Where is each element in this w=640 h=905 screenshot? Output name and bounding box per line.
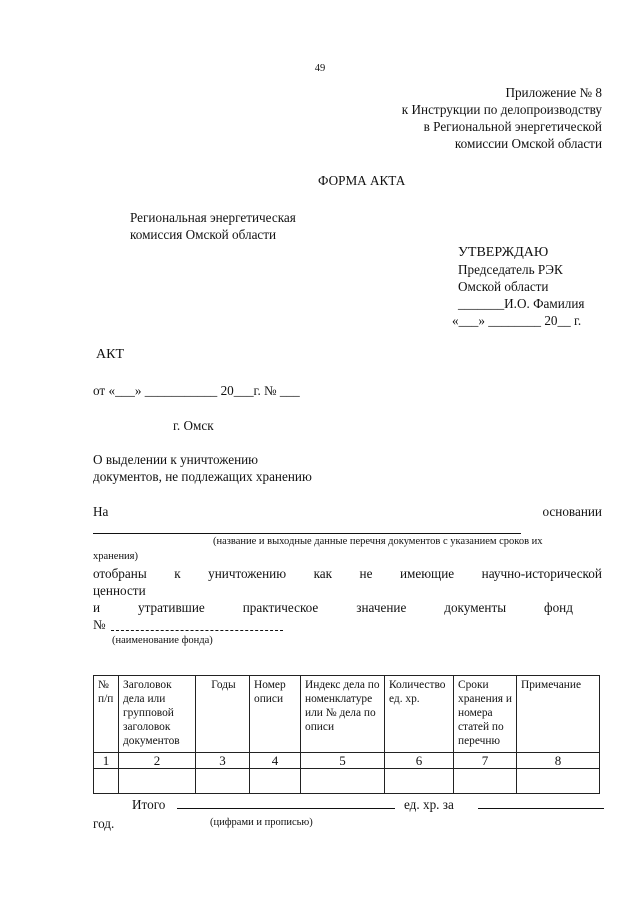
- table-empty-cell: [250, 769, 301, 794]
- page-number: 49: [314, 63, 326, 74]
- organization-block: [130, 209, 296, 243]
- table-header-cell: Количество ед. хр.: [385, 676, 454, 753]
- table-header-cell: Номер описи: [250, 676, 301, 753]
- selected-word: имеющие: [399, 566, 455, 581]
- basis-underline: [93, 533, 521, 534]
- selected-word: как: [313, 566, 333, 581]
- fond-caption: (наименование фонда): [112, 635, 213, 646]
- table-number-cell: 3: [196, 753, 250, 769]
- approval-title: УТВЕРЖДАЮ: [458, 245, 549, 260]
- total-underline: [177, 808, 395, 809]
- table-number-cell: 6: [385, 753, 454, 769]
- selected-word: к: [174, 566, 181, 581]
- table-empty-cell: [454, 769, 517, 794]
- table-number-cell: 7: [454, 753, 517, 769]
- total-caption: (цифрами и прописью): [210, 817, 313, 828]
- appendix-line-4: комиссии Омской области: [454, 136, 602, 151]
- table-number-cell: 1: [94, 753, 119, 769]
- total-units: ед. хр. за: [404, 797, 454, 812]
- subject-line-2: документов, не подлежащих хранению: [93, 469, 312, 484]
- act-label: АКТ: [96, 347, 124, 362]
- total-period-underline: [478, 808, 604, 809]
- selected-word: фонд: [544, 600, 573, 615]
- selected-line-2: ценности: [93, 583, 146, 598]
- act-table: [93, 675, 600, 794]
- table-empty-cell: [301, 769, 385, 794]
- selected-line-1: [93, 565, 602, 582]
- selected-word: научно-исторической: [481, 566, 602, 581]
- selected-word: уничтожению: [208, 566, 287, 581]
- organization-line-2: комиссия Омской области: [130, 227, 277, 242]
- approval-organization: Омской области: [458, 279, 549, 294]
- appendix-line-1: Приложение № 8: [505, 85, 602, 100]
- total-label: Итого: [132, 797, 166, 812]
- organization-line-1: Региональная энергетическая: [130, 210, 296, 225]
- table-header-cell: Примечание: [517, 676, 600, 753]
- table-header-row: [94, 676, 600, 753]
- selected-word: и: [93, 600, 101, 615]
- selected-word: не: [359, 566, 373, 581]
- appendix-line-2: к Инструкции по делопроизводству: [401, 102, 602, 117]
- act-date-line: от «___» ___________ 20___г. № ___: [93, 383, 300, 398]
- table-empty-row: [94, 769, 600, 794]
- selected-word: документы: [444, 600, 507, 615]
- table-empty-cell: [119, 769, 196, 794]
- total-year: год.: [93, 816, 115, 831]
- selected-line-3: [93, 599, 573, 616]
- fond-underline: [111, 630, 283, 631]
- appendix-block: [302, 84, 602, 152]
- table-empty-cell: [517, 769, 600, 794]
- table-header-cell: Сроки хранения и номера статей по перечню: [454, 676, 517, 753]
- basis-caption-1: (название и выходные данные перечня документов с указанием сроков их: [213, 536, 543, 547]
- form-title: ФОРМА АКТА: [318, 173, 406, 188]
- subject-line-1: О выделении к уничтожению: [93, 452, 259, 467]
- selected-word: практическое: [242, 600, 319, 615]
- table-number-cell: 5: [301, 753, 385, 769]
- selected-word: значение: [356, 600, 407, 615]
- table-header-cell: Заголовок дела или групповой заголовок документов: [119, 676, 196, 753]
- table-number-cell: 2: [119, 753, 196, 769]
- basis-caption-2: хранения): [93, 551, 139, 562]
- selected-word: утратившие: [138, 600, 205, 615]
- basis-line: [93, 503, 602, 520]
- fond-number-label: №: [93, 617, 106, 632]
- approval-position: Председатель РЭК: [458, 262, 563, 277]
- appendix-line-3: в Региональной энергетической: [423, 119, 602, 134]
- approval-signature: _______И.О. Фамилия: [458, 296, 585, 311]
- basis-word-left: На: [93, 504, 109, 519]
- city: г. Омск: [173, 418, 214, 433]
- approval-date: «___» ________ 20__ г.: [452, 313, 582, 328]
- selected-word: отобраны: [93, 566, 147, 581]
- table-empty-cell: [196, 769, 250, 794]
- basis-word-right: основании: [542, 504, 602, 519]
- table-number-cell: 4: [250, 753, 301, 769]
- table-header-cell: Годы: [196, 676, 250, 753]
- table-header-cell: № п/п: [94, 676, 119, 753]
- table-number-row: [94, 753, 600, 769]
- table-empty-cell: [385, 769, 454, 794]
- table-header-cell: Индекс дела по номенклатуре или № дела по описи: [301, 676, 385, 753]
- table-empty-cell: [94, 769, 119, 794]
- table-number-cell: 8: [517, 753, 600, 769]
- subject-block: [93, 451, 312, 485]
- approval-block: [452, 244, 585, 329]
